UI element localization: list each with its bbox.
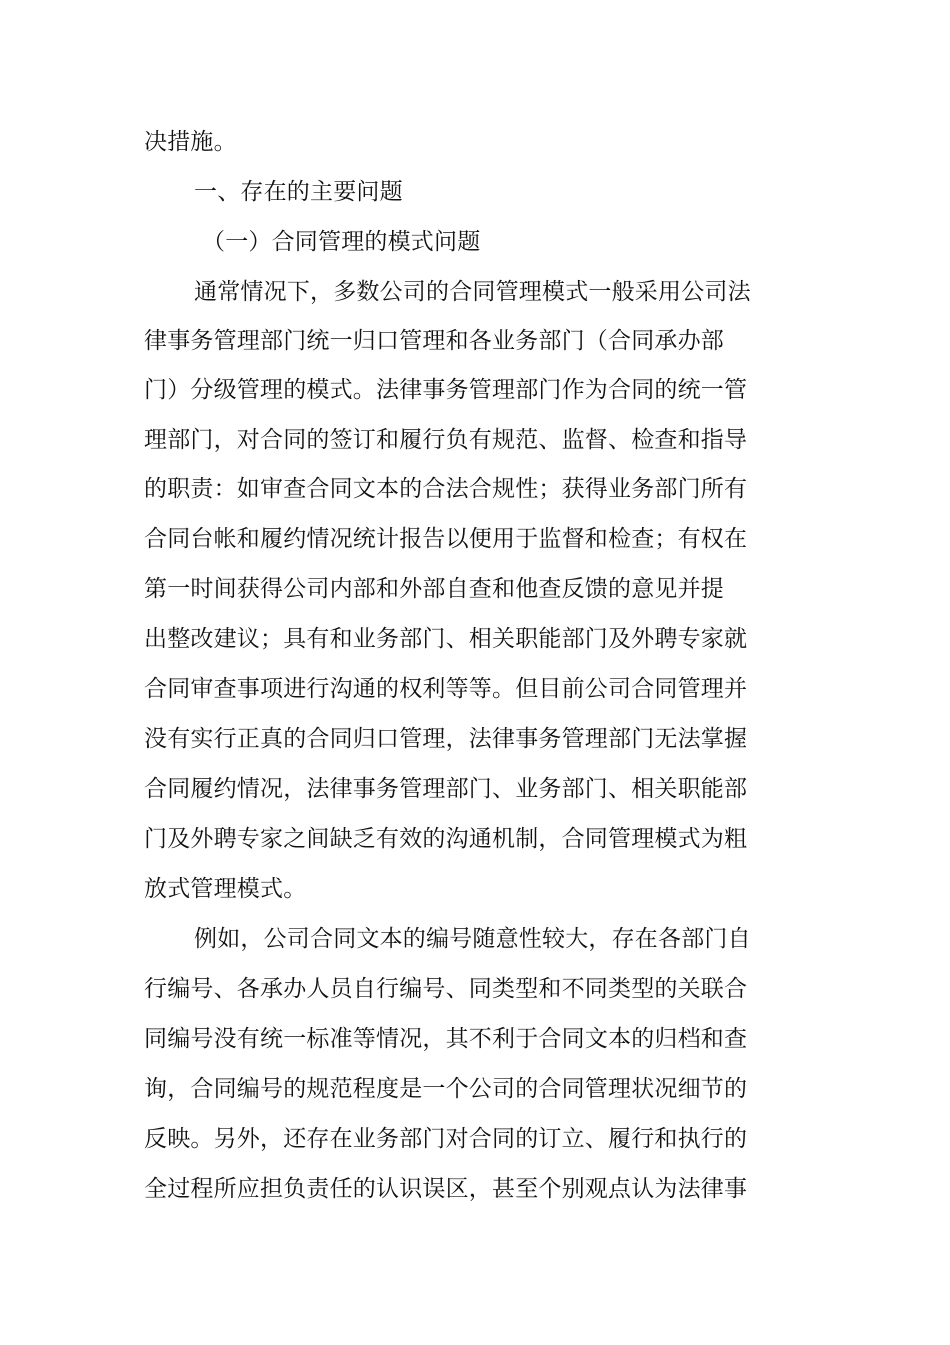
- paragraph-line: 第一时间获得公司内部和外部自查和他查反馈的意见并提: [144, 576, 724, 602]
- paragraph-line: 出整改建议；具有和业务部门、相关职能部门及外聘专家就: [144, 626, 748, 652]
- paragraph-line: 询，合同编号的规范程度是一个公司的合同管理状况细节的: [144, 1076, 748, 1102]
- paragraph-line: 反映。另外，还存在业务部门对合同的订立、履行和执行的: [144, 1126, 748, 1152]
- paragraph-line: 行编号、各承办人员自行编号、同类型和不同类型的关联合: [144, 976, 748, 1002]
- paragraph-line: 的职责：如审查合同文本的合法合规性；获得业务部门所有: [144, 476, 748, 502]
- paragraph-line: 律事务管理部门统一归口管理和各业务部门（合同承办部: [144, 328, 724, 354]
- subsection-heading: （一）合同管理的模式问题: [202, 229, 481, 255]
- text-line: 决措施。: [144, 129, 237, 155]
- paragraph-line: 理部门，对合同的签订和履行负有规范、监督、检查和指导: [144, 427, 748, 453]
- paragraph-line: 门及外聘专家之间缺乏有效的沟通机制，合同管理模式为粗: [144, 826, 748, 852]
- paragraph-line: 合同审查事项进行沟通的权利等等。但目前公司合同管理并: [144, 676, 748, 702]
- paragraph-line: 通常情况下，多数公司的合同管理模式一般采用公司法: [194, 279, 751, 305]
- paragraph-line: 合同履约情况，法律事务管理部门、业务部门、相关职能部: [144, 776, 748, 802]
- paragraph-line: 全过程所应担负责任的认识误区，甚至个别观点认为法律事: [144, 1176, 748, 1202]
- paragraph-line: 门）分级管理的模式。法律事务管理部门作为合同的统一管: [144, 377, 748, 403]
- section-heading: 一、存在的主要问题: [194, 179, 403, 205]
- paragraph-line: 没有实行正真的合同归口管理，法律事务管理部门无法掌握: [144, 726, 748, 752]
- paragraph-line: 放式管理模式。: [144, 876, 307, 902]
- paragraph-line: 合同台帐和履约情况统计报告以便用于监督和检查；有权在: [144, 526, 748, 552]
- paragraph-line: 同编号没有统一标准等情况，其不利于合同文本的归档和查: [144, 1026, 748, 1052]
- paragraph-line: 例如，公司合同文本的编号随意性较大，存在各部门自: [194, 926, 751, 952]
